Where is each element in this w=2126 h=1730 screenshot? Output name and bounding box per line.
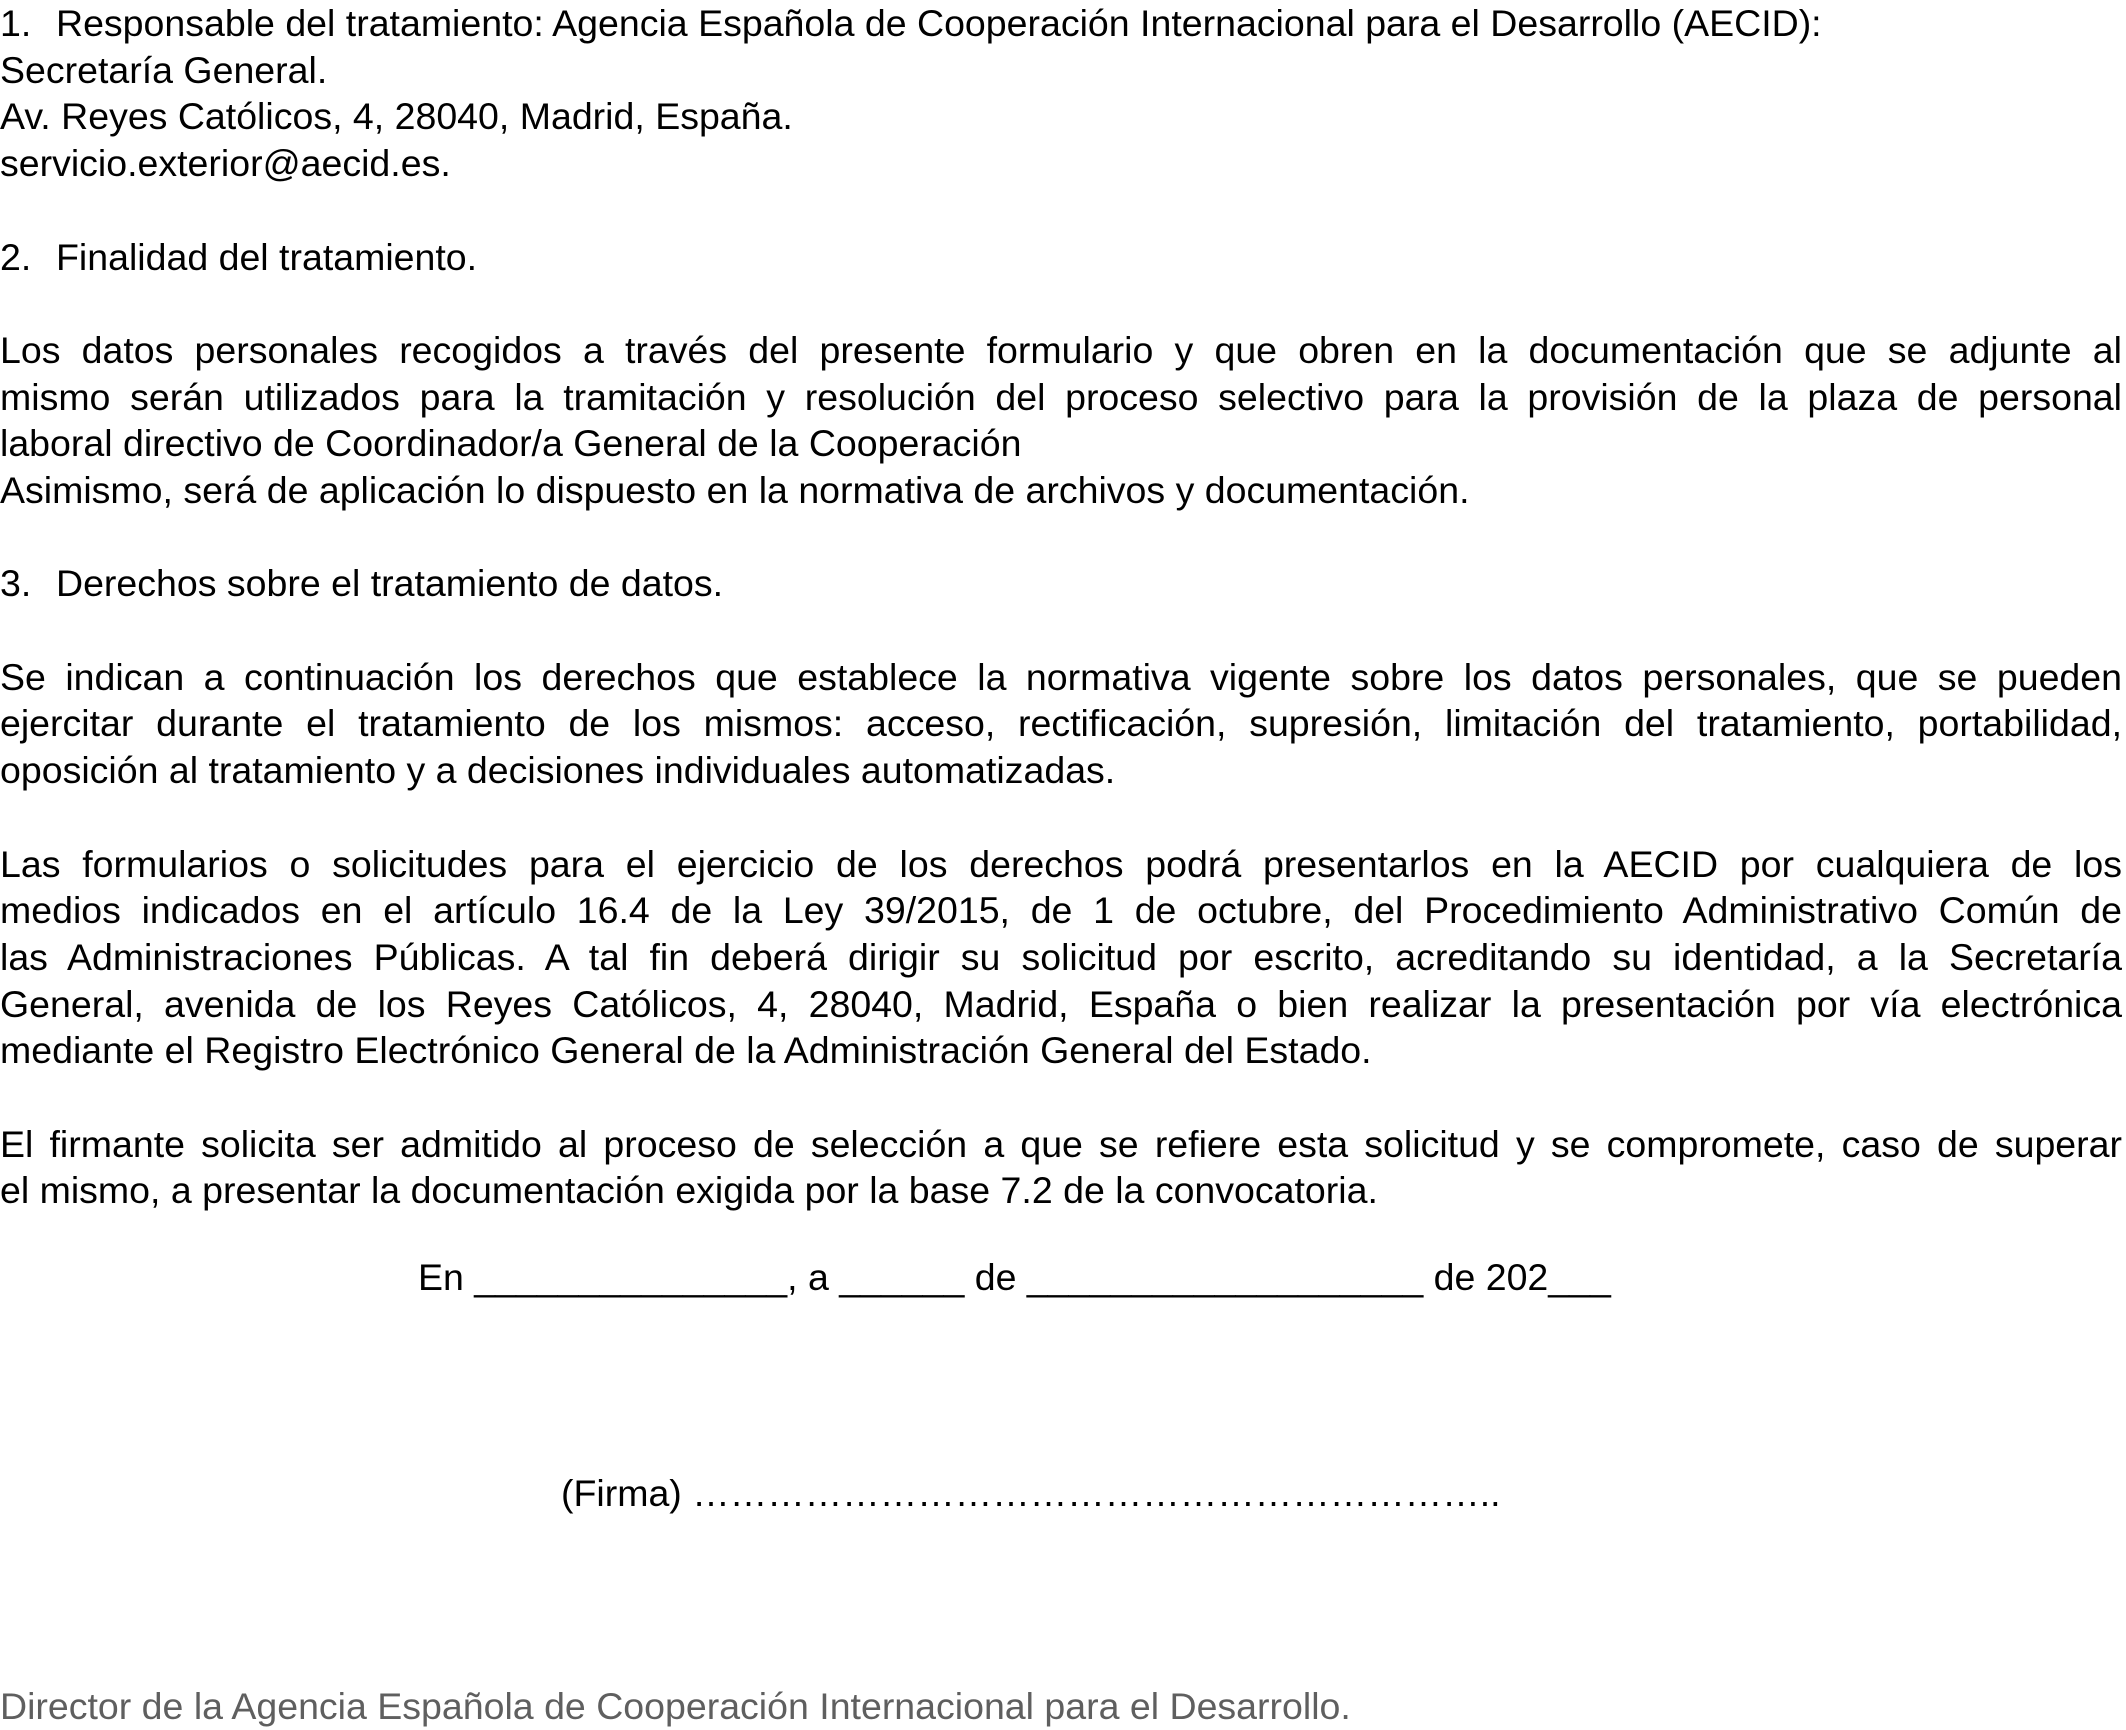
section2-para1-line: Los datos personales recogidos a través del presente formulario y que obren en la documentación que se adjunte al	[0, 328, 2122, 371]
section3-para2-line: mediante el Registro Electrónico General de la Administración General del Estado.	[0, 1029, 1372, 1072]
declaration-paragraph	[0, 1121, 2122, 1214]
section1-line2: Secretaría General.	[0, 48, 328, 91]
spacer	[0, 607, 2122, 654]
declaration-line: el mismo, a presentar la documentación exigida por la base 7.2 de la convocatoria.	[0, 1169, 1378, 1212]
section2-paragraph1	[0, 327, 2122, 467]
section1-heading	[0, 0, 2122, 47]
section3-para1-line: Se indican a continuación los derechos que establece la normativa vigente sobre los datos personales, que se pueden	[0, 655, 2122, 698]
signature-line: (Firma) ………………………………………………………..	[561, 1472, 1501, 1514]
section3-number: 3.	[0, 562, 32, 605]
spacer	[0, 187, 2122, 234]
section1-address: Av. Reyes Católicos, 4, 28040, Madrid, España.	[0, 95, 793, 138]
section3-para2-line: General, avenida de los Reyes Católicos, 4, 28040, Madrid, España o bien realizar la presentación por vía electrónica	[0, 982, 2122, 1025]
section3-para1-line: oposición al tratamiento y a decisiones individuales automatizadas.	[0, 749, 1116, 792]
section3-para2-line: las Administraciones Públicas. A tal fin deberá dirigir su solicitud por escrito, acreditando su identidad, a la Secretaría	[0, 935, 2122, 978]
section2-heading-text: Finalidad del tratamiento.	[56, 235, 478, 278]
section1-email: servicio.exterior@aecid.es.	[0, 142, 451, 185]
section3-para2-line: medios indicados en el artículo 16.4 de la Ley 39/2015, de 1 de octubre, del Procedimiento Administrativo Común de	[0, 889, 2122, 932]
section2-number: 2.	[0, 235, 32, 278]
spacer	[0, 280, 2122, 327]
section1-number: 1.	[0, 2, 32, 44]
section3-paragraph1	[0, 654, 2122, 794]
spacer	[0, 1074, 2122, 1121]
section3-para2-line: Las formularios o solicitudes para el ejercicio de los derechos podrá presentarlos en la AECID por cualquiera de los	[0, 842, 2122, 885]
section3-para1-line: ejercitar durante el tratamiento de los mismos: acceso, rectificación, supresión, limitación del tratamiento, portabilidad,	[0, 702, 2122, 745]
section2-para1-line: mismo serán utilizados para la tramitación y resolución del proceso selectivo para la provisión de la plaza de personal	[0, 375, 2122, 418]
section2-para1-line: laboral directivo de Coordinador/a General de la Cooperación	[0, 422, 1022, 465]
section2-heading	[0, 234, 2122, 281]
spacer	[0, 794, 2122, 841]
date-place-line: En _______________, a ______ de ___________________ de 202___	[418, 1256, 1611, 1298]
footer-signatory: Director de la Agencia Española de Cooperación Internacional para el Desarrollo.	[0, 1685, 1351, 1727]
section2-paragraph2: Asimismo, será de aplicación lo dispuesto en la normativa de archivos y documentación.	[0, 469, 1470, 511]
section3-heading	[0, 560, 2122, 607]
section3-heading-text: Derechos sobre el tratamiento de datos.	[56, 562, 724, 605]
spacer	[0, 514, 2122, 561]
declaration-line: El firmante solicita ser admitido al proceso de selección a que se refiere esta solicitud y se compromete, caso de superar	[0, 1122, 2122, 1165]
section1-heading-text: Responsable del tratamiento: Agencia Española de Cooperación Internacional para el Desarrollo (AECID):	[56, 2, 1822, 44]
section3-paragraph2	[0, 841, 2122, 1075]
